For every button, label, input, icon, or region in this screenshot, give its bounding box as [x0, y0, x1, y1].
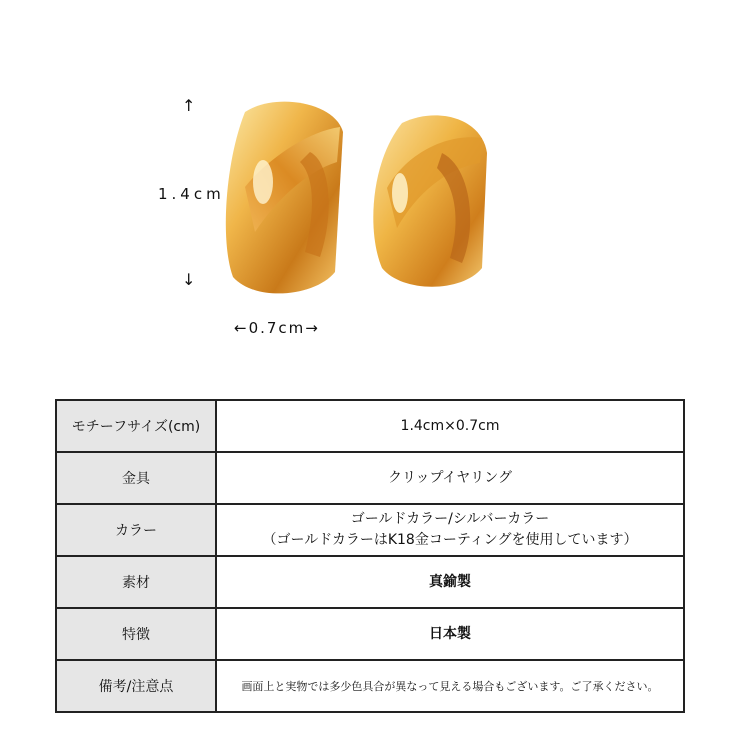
spec-label: 特徴 — [56, 608, 216, 660]
height-down-arrow: ↓ — [182, 270, 196, 289]
spec-row-material — [56, 556, 684, 608]
spec-value — [216, 608, 684, 660]
spec-label: カラー — [56, 504, 216, 556]
spec-value — [216, 660, 684, 712]
spec-value-line: 日本製 — [429, 625, 471, 642]
spec-value — [216, 556, 684, 608]
spec-value — [216, 504, 684, 556]
spec-row-motif-size — [56, 400, 684, 452]
width-label: ←0.7cm→ — [234, 319, 320, 337]
left-earring-image — [215, 92, 355, 302]
right-earring-image — [362, 108, 497, 293]
spec-label: 備考/注意点 — [56, 660, 216, 712]
height-label: 1.4cm — [158, 185, 225, 203]
spec-row-fitting — [56, 452, 684, 504]
spec-value-line: 1.4cm×0.7cm — [400, 417, 500, 434]
spec-row-color — [56, 504, 684, 556]
spec-value-line: ゴールドカラー/シルバーカラー — [350, 511, 550, 527]
spec-label: 金具 — [56, 452, 216, 504]
spec-row-feature — [56, 608, 684, 660]
spec-value-line: クリップイヤリング — [388, 469, 512, 486]
spec-value — [216, 452, 684, 504]
spec-value-line: 画面上と実物では多少色具合が異なって見える場合もございます。ご了承ください。 — [241, 679, 659, 693]
spec-value-line: 真鍮製 — [429, 573, 471, 590]
spec-value — [216, 400, 684, 452]
spec-value-line: （ゴールドカラーはK18金コーティングを使用しています） — [262, 532, 638, 548]
spec-label: 素材 — [56, 556, 216, 608]
spec-label: モチーフサイズ(cm) — [56, 400, 216, 452]
height-up-arrow: ↑ — [182, 96, 196, 115]
spec-row-notes — [56, 660, 684, 712]
spec-table — [55, 399, 685, 713]
